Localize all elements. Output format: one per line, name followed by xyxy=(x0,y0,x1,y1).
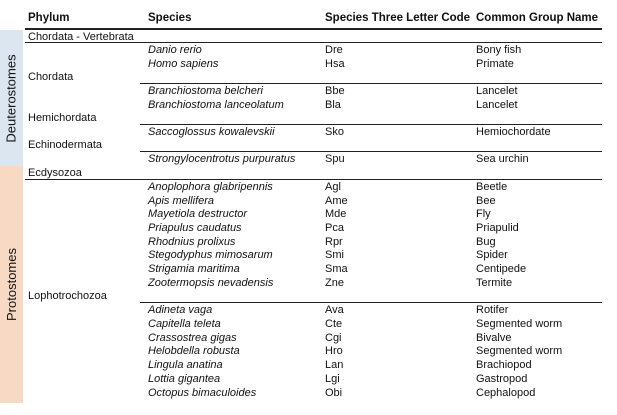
row-separator xyxy=(25,179,602,180)
code-cell: Lan xyxy=(325,359,344,371)
species-cell: Adineta vaga xyxy=(148,304,213,316)
group-cell: Beetle xyxy=(476,181,508,193)
group-cell: Gastropod xyxy=(476,373,528,385)
header-species: Species xyxy=(148,12,192,24)
species-cell: Mayetiola destructor xyxy=(148,208,248,220)
species-cell: Stegodyphus mimosarum xyxy=(148,249,273,261)
species-cell: Strigamia maritima xyxy=(148,263,240,275)
group-cell: Segmented worm xyxy=(476,345,563,357)
group-cell: Lancelet xyxy=(476,99,518,111)
species-cell: Saccoglossus kowalevskii xyxy=(148,126,275,138)
group-cell: Bee xyxy=(476,195,496,207)
code-cell: Agl xyxy=(325,181,341,193)
code-cell: Dre xyxy=(325,44,343,56)
code-cell: Obi xyxy=(325,387,343,399)
species-cell: Priapulus caudatus xyxy=(148,222,242,234)
code-cell: Hro xyxy=(325,345,343,357)
header-code: Species Three Letter Code xyxy=(325,12,471,24)
group-cell: Rotifer xyxy=(476,304,509,316)
group-cell: Sea urchin xyxy=(476,153,529,165)
code-cell: Cgi xyxy=(325,332,342,344)
group-cell: Priapulid xyxy=(476,222,519,234)
protostomes-label: Protostomes xyxy=(4,248,20,321)
row-separator xyxy=(140,124,602,125)
code-cell: Lgi xyxy=(325,373,340,385)
code-cell: Smi xyxy=(325,249,344,261)
code-cell: Pca xyxy=(325,222,344,234)
header-group: Common Group Name xyxy=(476,12,599,24)
group-cell: Spider xyxy=(476,249,508,261)
phylum-label: Echinodermata xyxy=(28,139,102,151)
species-cell: Branchiostoma belcheri xyxy=(148,85,263,97)
species-cell: Capitella teleta xyxy=(148,318,221,330)
species-cell: Rhodnius prolixus xyxy=(148,236,236,248)
code-cell: Bbe xyxy=(325,85,345,97)
code-cell: Cte xyxy=(325,318,343,330)
group-cell: Bug xyxy=(476,236,496,248)
code-cell: Sko xyxy=(325,126,344,138)
species-cell: Lottia gigantea xyxy=(148,373,221,385)
header-phylum: Phylum xyxy=(28,12,70,24)
species-cell: Lingula anatina xyxy=(148,359,223,371)
species-cell: Branchiostoma lanceolatum xyxy=(148,99,284,111)
code-cell: Mde xyxy=(325,208,347,220)
species-cell: Danio rerio xyxy=(148,44,202,56)
code-cell: Hsa xyxy=(325,58,345,70)
phylum-label: Ecdysozoa xyxy=(28,167,82,179)
row-separator xyxy=(140,151,602,152)
group-cell: Brachiopod xyxy=(476,359,532,371)
group-cell: Primate xyxy=(476,58,514,70)
phylum-label: Chordata - Vertebrata xyxy=(28,31,134,43)
species-cell: Zootermopsis nevadensis xyxy=(148,277,274,289)
code-cell: Ame xyxy=(325,195,348,207)
species-cell: Strongylocentrotus purpuratus xyxy=(148,153,296,165)
row-separator xyxy=(140,302,602,303)
group-cell: Termite xyxy=(476,277,513,289)
phylum-label: Hemichordata xyxy=(28,112,97,124)
code-cell: Sma xyxy=(325,263,348,275)
group-cell: Cephalopod xyxy=(476,387,536,399)
deuterostomes-label: Deuterostomes xyxy=(4,53,19,143)
group-cell: Fly xyxy=(476,208,491,220)
group-cell: Lancelet xyxy=(476,85,518,97)
species-cell: Helobdella robusta xyxy=(148,345,240,357)
code-cell: Ava xyxy=(325,304,344,316)
species-cell: Anoplophora glabripennis xyxy=(148,181,273,193)
species-cell: Apis mellifera xyxy=(148,195,215,207)
species-cell: Octopus bimaculoides xyxy=(148,387,257,399)
row-separator xyxy=(25,42,602,43)
phylum-label: Lophotrochozoa xyxy=(28,290,107,302)
group-cell: Hemiochordate xyxy=(476,126,551,138)
code-cell: Zne xyxy=(325,277,344,289)
header-rule xyxy=(25,28,602,30)
row-separator xyxy=(140,83,602,84)
group-cell: Bony fish xyxy=(476,44,522,56)
group-cell: Segmented worm xyxy=(476,318,563,330)
group-cell: Bivalve xyxy=(476,332,512,344)
species-cell: Homo sapiens xyxy=(148,58,219,70)
code-cell: Bla xyxy=(325,99,341,111)
species-cell: Crassostrea gigas xyxy=(148,332,237,344)
phylum-label: Chordata xyxy=(28,71,74,83)
code-cell: Spu xyxy=(325,153,345,165)
group-cell: Centipede xyxy=(476,263,527,275)
code-cell: Rpr xyxy=(325,236,343,248)
